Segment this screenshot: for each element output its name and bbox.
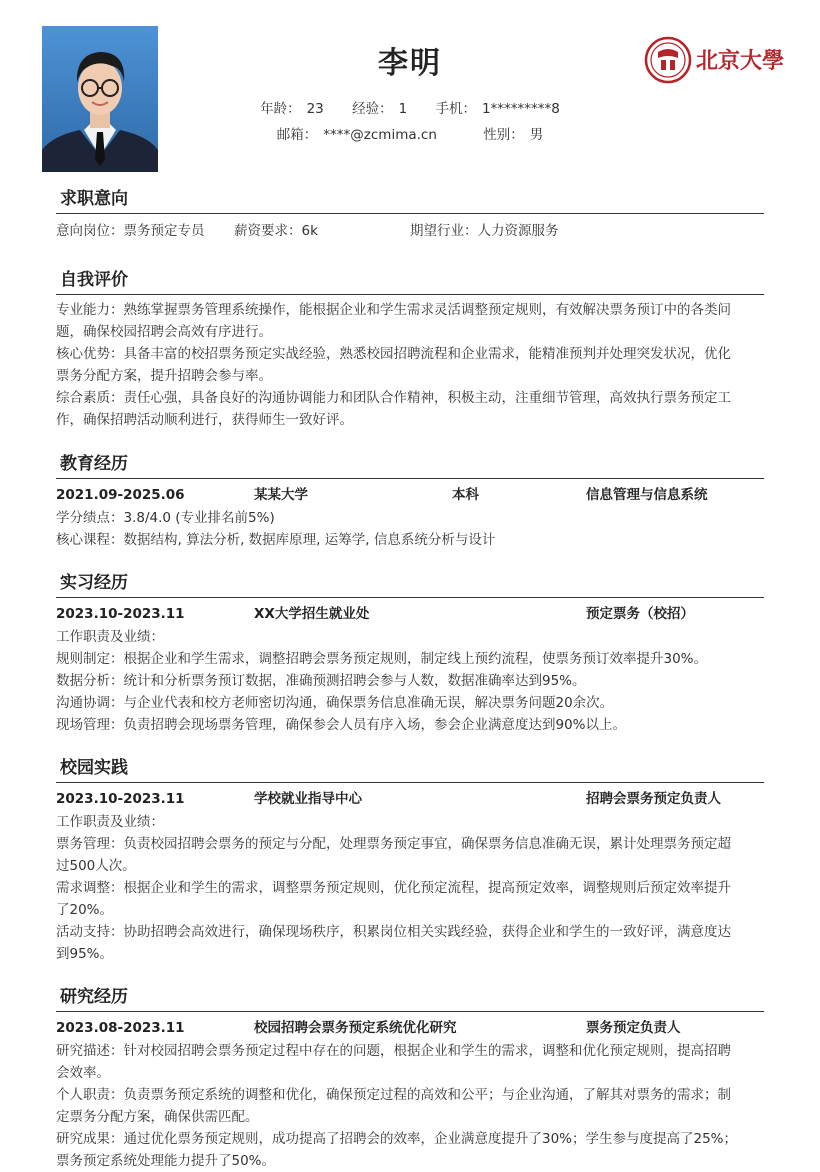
education-section	[56, 451, 764, 551]
basic-info-row-1	[0, 97, 820, 117]
logo-text: 北京大學	[696, 48, 785, 74]
age-label: 年龄：	[260, 101, 301, 117]
section-title: 自我评价	[56, 267, 764, 295]
text-line: 到95%。	[56, 946, 114, 962]
school-name: 某某大学	[254, 487, 308, 503]
research-period: 2023.08-2023.11	[56, 1020, 185, 1036]
experience-value: 1	[398, 101, 408, 117]
text-line: 现场管理：负责招聘会现场票务管理，确保参会人员有序入场，参会企业满意度达到90%以上。	[56, 717, 627, 733]
education-period: 2021.09-2025.06	[56, 487, 185, 503]
self-evaluation-section	[56, 267, 764, 431]
major: 信息管理与信息系统	[586, 487, 708, 503]
phone-label: 手机：	[435, 101, 476, 117]
phone-field	[435, 97, 559, 117]
email-label: 邮箱：	[276, 127, 318, 143]
campus-org: 学校就业指导中心	[254, 791, 362, 807]
experience-label: 经验：	[352, 101, 393, 117]
basic-info-row-2	[0, 123, 820, 143]
text-line: 活动支持：协助招聘会高效进行，确保现场秩序，积累岗位相关实践经验，获得企业和学生的一致好评，满意度达	[56, 924, 731, 940]
text-line: 规则制定：根据企业和学生需求，调整招聘会票务预定规则，制定线上预约流程，使票务预订效率提升30%。	[56, 651, 708, 667]
text-line: 作，确保招聘活动顺利进行，获得师生一致好评。	[56, 412, 353, 428]
education-header-row	[56, 483, 764, 507]
text-line: 了20%。	[56, 902, 114, 918]
campus-practice-section	[56, 755, 764, 965]
text-line: 研究描述：针对校园招聘会票务预定过程中存在的问题，根据企业和学生的需求，调整和优化预定规则，提高招聘	[56, 1043, 731, 1059]
campus-header-row	[56, 787, 764, 811]
text-line: 工作职责及业绩：	[56, 814, 164, 830]
internship-role: 预定票务（校招）	[586, 606, 694, 622]
text-line: 核心优势：具备丰富的校招票务预定实战经验，熟悉校园招聘流程和企业需求，能精准预判并处理突发状况，优化	[56, 346, 731, 362]
research-section	[56, 984, 764, 1172]
text-line: 票务管理：负责校园招聘会票务的预定与分配，处理票务预定事宜，确保票务信息准确无误，累计处理票务预定超	[56, 836, 731, 852]
campus-role: 招聘会票务预定负责人	[586, 791, 721, 807]
internship-period: 2023.10-2023.11	[56, 606, 185, 622]
expected-salary: 薪资要求：6k	[234, 223, 318, 239]
candidate-name: 李明	[378, 46, 442, 81]
text-line: 研究成果：通过优化票务预定规则，成功提高了招聘会的效率，企业满意度提升了30%；学生参与度提高了25%；	[56, 1131, 738, 1147]
job-intent-section	[56, 186, 764, 244]
experience-field	[352, 97, 407, 117]
section-title: 教育经历	[56, 451, 764, 479]
internship-header-row	[56, 602, 764, 626]
intended-position: 意向岗位：票务预定专员	[56, 223, 205, 239]
text-line: 数据分析：统计和分析票务预订数据，准确预测招聘会参与人数，数据准确率达到95%。	[56, 673, 586, 689]
text-line: 需求调整：根据企业和学生的需求，调整票务预定规则，优化预定流程，提高预定效率，调整规则后预定效率提升	[56, 880, 731, 896]
research-role: 票务预定负责人	[586, 1020, 681, 1036]
text-line: 个人职责：负责票务预定系统的调整和优化，确保预定过程的高效和公平；与企业沟通，了解其对票务的需求；制	[56, 1087, 731, 1103]
section-title: 校园实践	[56, 755, 764, 783]
section-title: 实习经历	[56, 570, 764, 598]
age-value: 23	[306, 101, 324, 117]
gender-label: 性别：	[483, 127, 524, 143]
text-line: 专业能力：熟练掌握票务管理系统操作，能根据企业和学生需求灵活调整预定规则，有效解决票务预订中的各类问	[56, 302, 731, 318]
text-line: 过500人次。	[56, 858, 136, 874]
expected-industry: 期望行业：人力资源服务	[410, 223, 559, 239]
text-line: 题，确保校园招聘会高效有序进行。	[56, 324, 272, 340]
text-line: 综合素质：责任心强，具备良好的沟通协调能力和团队合作精神，积极主动，注重细节管理，高效执行票务预定工	[56, 390, 731, 406]
section-title: 研究经历	[56, 984, 764, 1012]
text-line: 票务预定系统处理能力提升了50%。	[56, 1153, 276, 1169]
text-line: 学分绩点：3.8/4.0 (专业排名前5%)	[56, 510, 275, 526]
section-title: 求职意向	[56, 186, 764, 214]
research-header-row	[56, 1016, 764, 1040]
text-line: 定票务分配方案，确保供需匹配。	[56, 1109, 259, 1125]
internship-section	[56, 570, 764, 736]
text-line: 核心课程：数据结构, 算法分析, 数据库原理, 运筹学, 信息系统分析与设计	[56, 532, 496, 548]
gender-field	[483, 123, 543, 143]
email-value: ****@zcmima.cn	[323, 127, 437, 143]
gender-value: 男	[529, 127, 544, 143]
campus-period: 2023.10-2023.11	[56, 791, 185, 807]
text-line: 票务分配方案，提升招聘会参与率。	[56, 368, 272, 384]
text-line: 沟通协调：与企业代表和校方老师密切沟通，确保票务信息准确无误，解决票务问题20余次。	[56, 695, 614, 711]
age-field	[260, 97, 324, 117]
degree: 本科	[452, 487, 479, 503]
job-intent-row	[56, 218, 764, 244]
university-logo	[644, 36, 794, 84]
phone-value: 1*********8	[481, 101, 560, 117]
email-field	[277, 123, 437, 143]
text-line: 工作职责及业绩：	[56, 629, 164, 645]
text-line: 会效率。	[56, 1065, 110, 1081]
research-project: 校园招聘会票务预定系统优化研究	[254, 1020, 457, 1036]
internship-org: XX大学招生就业处	[254, 606, 370, 622]
